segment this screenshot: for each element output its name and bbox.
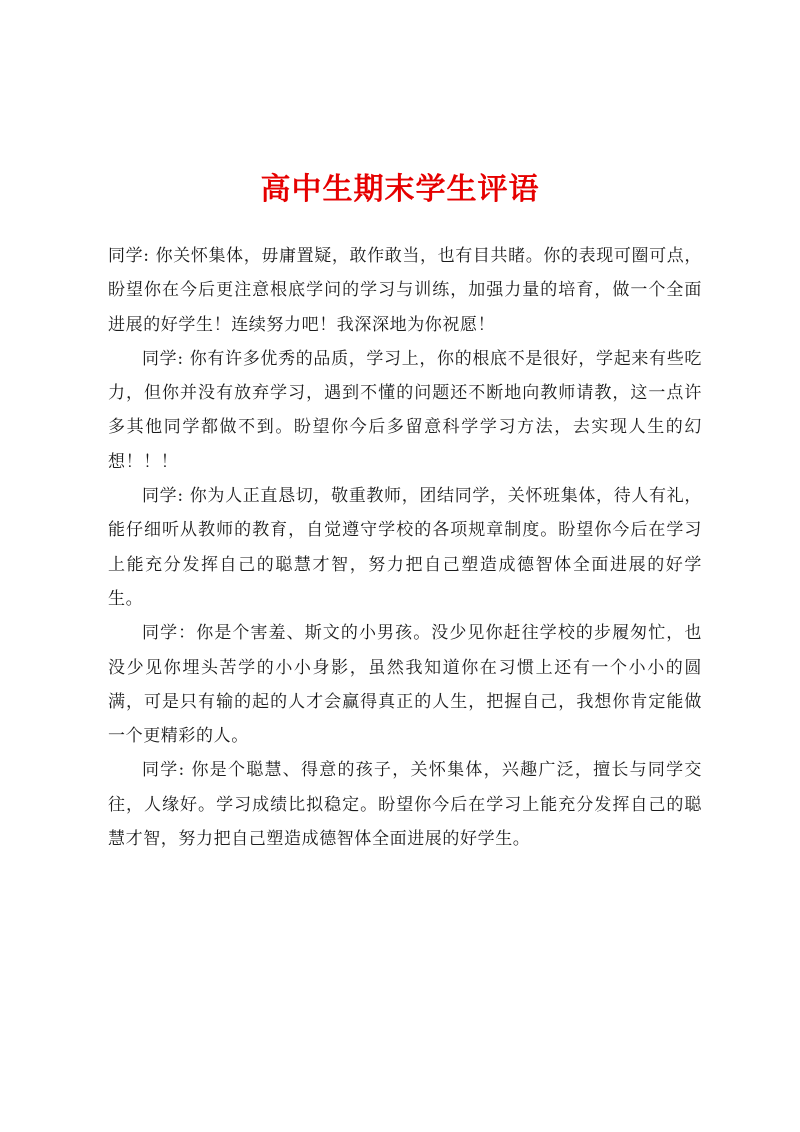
comment-paragraph-4: 同学：你是个害羞、斯文的小男孩。没少见你赶往学校的步履匆忙，也没少见你埋头苦学的小小身影，虽然我知道你在习惯上还有一个小小的圆满，可是只有输的起的人才会赢得真正的人生，把握自己，我想你肯定能做一个更精彩的人。 xyxy=(108,623,702,747)
document-body xyxy=(108,239,702,856)
comment-paragraph-5: 同学: 你是个聪慧、得意的孩子，关怀集体，兴趣广泛，擅长与同学交往，人缘好。学习成绩比拟稳定。盼望你今后在学习上能充分发挥自己的聪慧才智，努力把自己塑造成德智体全面进展的好学生。 xyxy=(108,760,702,850)
comment-paragraph-2: 同学: 你有许多优秀的品质，学习上，你的根底不是很好，学起来有些吃力，但你并没有放弃学习，遇到不懂的问题还不断地向教师请教，这一点许多其他同学都做不到。盼望你今后多留意科学学习方法，去实现人生的幻想！！！ xyxy=(108,348,702,472)
document-title: 高中生期末学生评语 xyxy=(260,172,540,207)
comment-paragraph-3: 同学: 你为人正直恳切，敬重教师，团结同学，关怀班集体，待人有礼，能仔细听从教师的教育，自觉遵守学校的各项规章制度。盼望你今后在学习上能充分发挥自己的聪慧才智，努力把自己塑造成德智体全面进展的好学生。 xyxy=(108,486,702,609)
comment-paragraph-1: 同学: 你关怀集体，毋庸置疑，敢作敢当，也有目共睹。你的表现可圈可点，盼望你在今后更注意根底学问的学习与训练，加强力量的培育，做一个全面进展的好学生！连续努力吧！我深深地为你祝愿！ xyxy=(108,246,702,335)
